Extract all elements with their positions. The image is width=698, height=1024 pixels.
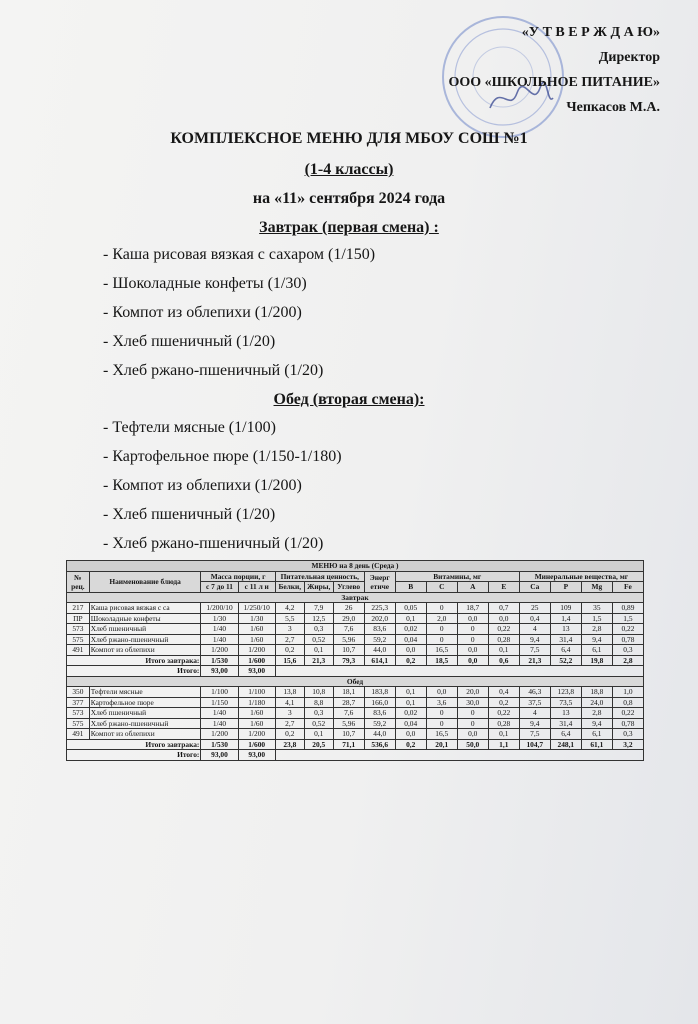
table-cell: 7,6 <box>333 708 364 719</box>
col-mass-header: Масса порции, г <box>201 571 275 582</box>
col-vitamins-header: Витамины, мг <box>395 571 519 582</box>
table-cell: 1/200 <box>201 729 238 740</box>
table-cell: 1/100 <box>201 687 238 698</box>
table-cell: 0,3 <box>612 729 643 740</box>
table-cell: 0,4 <box>488 687 519 698</box>
table-cell: 0,28 <box>488 634 519 645</box>
table-cell: 1/600 <box>238 739 275 750</box>
table-cell: 18,5 <box>426 655 457 666</box>
breakfast-item: - Каша рисовая вязкая с сахаром (1/150) <box>103 246 376 263</box>
table-cell: 50,0 <box>457 739 488 750</box>
table-cell: 1,0 <box>612 687 643 698</box>
empty-cell <box>275 666 643 677</box>
table-cell: 0,1 <box>395 697 426 708</box>
table-cell: 28,7 <box>333 697 364 708</box>
table-cell: 93,00 <box>201 750 238 761</box>
table-cell: 2,0 <box>426 613 457 624</box>
table-cell: 0,0 <box>488 613 519 624</box>
table-cell: Хлеб пшеничный <box>89 624 201 635</box>
col-protein-header: Белки, <box>275 582 304 593</box>
table-cell: 0,1 <box>488 729 519 740</box>
breakfast-heading: Завтрак (первая смена) : <box>259 219 439 236</box>
table-cell: 0 <box>457 624 488 635</box>
date-subtitle: на «11» сентября 2024 года <box>252 190 446 207</box>
table-cell: 1,5 <box>581 613 612 624</box>
table-cell: 0,02 <box>395 708 426 719</box>
table-cell: 26 <box>333 603 364 614</box>
table-cell: 0,2 <box>275 729 304 740</box>
lunch-item: - Хлеб ржано-пшеничный (1/20) <box>103 535 324 552</box>
table-cell: 24,0 <box>581 697 612 708</box>
table-cell: 25 <box>519 603 550 614</box>
menu-table <box>66 560 644 761</box>
table-cell: 18,8 <box>581 687 612 698</box>
table-cell: 4 <box>519 708 550 719</box>
table-row <box>67 613 644 624</box>
table-cell: 10,8 <box>304 687 333 698</box>
table-cell: 5,96 <box>333 634 364 645</box>
table-cell: 1,5 <box>612 613 643 624</box>
breakfast-item: - Шоколадные конфеты (1/30) <box>103 275 307 292</box>
table-cell: 10,7 <box>333 645 364 656</box>
table-row <box>67 634 644 645</box>
table-cell: 61,1 <box>581 739 612 750</box>
table-cell: Тефтели мясные <box>89 687 201 698</box>
table-cell: 46,3 <box>519 687 550 698</box>
table-cell: Компот из облепихи <box>89 645 201 656</box>
table-cell: 1/180 <box>238 697 275 708</box>
table-cell: 1/60 <box>238 718 275 729</box>
table-cell: 0,05 <box>395 603 426 614</box>
table-cell: 23,8 <box>275 739 304 750</box>
table-cell: 5,5 <box>275 613 304 624</box>
table-cell: 7,5 <box>519 729 550 740</box>
breakfast-item: - Хлеб ржано-пшеничный (1/20) <box>103 362 324 379</box>
table-cell: 8,8 <box>304 697 333 708</box>
approval-block <box>449 20 661 120</box>
table-cell: 0,7 <box>488 603 519 614</box>
table-cell: 0,78 <box>612 718 643 729</box>
table-cell: 83,6 <box>364 624 395 635</box>
table-cell: 59,2 <box>364 718 395 729</box>
table-cell: 18,1 <box>333 687 364 698</box>
table-cell: 0,22 <box>612 708 643 719</box>
table-cell: 183,8 <box>364 687 395 698</box>
table-cell: 0 <box>426 718 457 729</box>
table-cell: 30,0 <box>457 697 488 708</box>
approval-name: Чепкасов М.А. <box>566 100 660 115</box>
table-cell: 19,8 <box>581 655 612 666</box>
table-cell: Картофельное пюре <box>89 697 201 708</box>
lunch-item: - Тефтели мясные (1/100) <box>103 419 276 436</box>
table-cell: 4,1 <box>275 697 304 708</box>
table-cell: 614,1 <box>364 655 395 666</box>
table-cell: 7,5 <box>519 645 550 656</box>
table-cell: 2,8 <box>581 624 612 635</box>
table-cell: 0,8 <box>612 697 643 708</box>
table-cell: 2,7 <box>275 718 304 729</box>
table-row <box>67 603 644 614</box>
table-cell: 123,8 <box>550 687 581 698</box>
table-row <box>67 697 644 708</box>
table-cell: 1/100 <box>238 687 275 698</box>
table-cell: 0,0 <box>457 655 488 666</box>
table-cell: 6,1 <box>581 645 612 656</box>
table-cell: 20,1 <box>426 739 457 750</box>
table-cell: 217 <box>67 603 90 614</box>
table-cell: 0,3 <box>304 708 333 719</box>
approval-position: Директор <box>598 50 660 65</box>
table-cell: 52,2 <box>550 655 581 666</box>
table-cell: 13 <box>550 708 581 719</box>
table-cell: 1/40 <box>201 708 238 719</box>
approval-organization: ООО «ШКОЛЬНОЕ ПИТАНИЕ» <box>448 75 660 90</box>
table-cell: 0,2 <box>395 655 426 666</box>
table-cell: 3,6 <box>426 697 457 708</box>
table-cell: 0,02 <box>395 624 426 635</box>
table-cell: 2,8 <box>581 708 612 719</box>
table-cell: 83,6 <box>364 708 395 719</box>
table-cell: 0 <box>457 634 488 645</box>
table-row <box>67 624 644 635</box>
table-cell: 9,4 <box>581 718 612 729</box>
table-cell: Хлеб пшеничный <box>89 708 201 719</box>
table-cell: 1/530 <box>201 739 238 750</box>
table-cell: ПР <box>67 613 90 624</box>
table-row <box>67 729 644 740</box>
table-cell: 0,4 <box>519 613 550 624</box>
col-p-header: P <box>550 582 581 593</box>
table-cell: Компот из облепихи <box>89 729 201 740</box>
table-cell: 2,7 <box>275 634 304 645</box>
col-carb-header: Углево <box>333 582 364 593</box>
table-cell: 0,52 <box>304 718 333 729</box>
col-fe-header: Fe <box>612 582 643 593</box>
table-cell: 3 <box>275 708 304 719</box>
table-cell: 1/30 <box>238 613 275 624</box>
lunch-section-row <box>67 676 644 687</box>
table-row <box>67 687 644 698</box>
table-cell: 225,3 <box>364 603 395 614</box>
breakfast-item: - Компот из облепихи (1/200) <box>103 304 302 321</box>
table-cell: 1/600 <box>238 655 275 666</box>
table-cell: 6,4 <box>550 645 581 656</box>
table-cell: 31,4 <box>550 718 581 729</box>
table-cell: 0,22 <box>612 624 643 635</box>
table-cell: 0,3 <box>612 645 643 656</box>
breakfast-section-row <box>67 592 644 603</box>
table-cell: 0,22 <box>488 708 519 719</box>
table-cell: 2,8 <box>612 655 643 666</box>
col-minerals-header: Минеральные вещества, мг <box>519 571 643 582</box>
table-cell: 1/200 <box>238 729 275 740</box>
table-cell: 35 <box>581 603 612 614</box>
table-cell: 202,0 <box>364 613 395 624</box>
table-cell: 0,2 <box>395 739 426 750</box>
table-cell: 536,6 <box>364 739 395 750</box>
table-cell: 9,4 <box>581 634 612 645</box>
col-rec-header: № рец. <box>67 571 90 592</box>
table-cell: 73,5 <box>550 697 581 708</box>
table-cell: Шоколадные конфеты <box>89 613 201 624</box>
table-cell: 21,3 <box>519 655 550 666</box>
table-cell: 21,3 <box>304 655 333 666</box>
table-cell: 104,7 <box>519 739 550 750</box>
table-cell: 1,1 <box>488 739 519 750</box>
table-cell: 1/200 <box>201 645 238 656</box>
total-row <box>67 739 644 750</box>
table-cell: 575 <box>67 718 90 729</box>
table-cell: 6,1 <box>581 729 612 740</box>
total-label: Итого завтрака: <box>67 655 201 666</box>
table-cell: 44,0 <box>364 729 395 740</box>
table-cell: 37,5 <box>519 697 550 708</box>
lunch-heading: Обед (вторая смена): <box>273 391 425 408</box>
col-mass-a-header: с 7 до 11 <box>201 582 238 593</box>
total-row <box>67 655 644 666</box>
table-cell: 9,4 <box>519 634 550 645</box>
grand-total-label: Итого: <box>67 750 201 761</box>
table-cell: 79,3 <box>333 655 364 666</box>
table-cell: 7,6 <box>333 624 364 635</box>
total-label: Итого завтрака: <box>67 739 201 750</box>
lunch-item: - Компот из облепихи (1/200) <box>103 477 302 494</box>
table-cell: 0,3 <box>304 624 333 635</box>
table-cell: 0,6 <box>488 655 519 666</box>
table-cell: Хлеб ржано-пшеничный <box>89 634 201 645</box>
table-cell: 0 <box>457 708 488 719</box>
table-cell: Хлеб ржано-пшеничный <box>89 718 201 729</box>
table-cell: 0,1 <box>304 729 333 740</box>
table-cell: 93,00 <box>238 750 275 761</box>
table-cell: 13,8 <box>275 687 304 698</box>
table-cell: 1,4 <box>550 613 581 624</box>
page-title: КОМПЛЕКСНОЕ МЕНЮ ДЛЯ МБОУ СОШ №1 <box>170 130 528 147</box>
table-cell: 0 <box>426 624 457 635</box>
col-vit-c-header: C <box>426 582 457 593</box>
table-cell: 16,5 <box>426 645 457 656</box>
table-cell: 9,4 <box>519 718 550 729</box>
table-cell: 1/60 <box>238 708 275 719</box>
table-cell: 0,04 <box>395 718 426 729</box>
table-cell: 491 <box>67 729 90 740</box>
table-cell: 573 <box>67 624 90 635</box>
table-cell: 350 <box>67 687 90 698</box>
table-cell: 15,6 <box>275 655 304 666</box>
table-cell: 1/200 <box>238 645 275 656</box>
table-cell: 0,2 <box>488 697 519 708</box>
col-mass-b-header: с 11 л и <box>238 582 275 593</box>
table-cell: 0 <box>426 708 457 719</box>
table-cell: 4 <box>519 624 550 635</box>
table-cell: 0,1 <box>395 613 426 624</box>
table-cell: 1/40 <box>201 718 238 729</box>
grand-total-label: Итого: <box>67 666 201 677</box>
table-row <box>67 708 644 719</box>
table-cell: 0,0 <box>457 729 488 740</box>
table-cell: 1/150 <box>201 697 238 708</box>
table-cell: 93,00 <box>238 666 275 677</box>
table-cell: 573 <box>67 708 90 719</box>
table-cell: 0,1 <box>488 645 519 656</box>
breakfast-section-row-label: Завтрак <box>67 592 644 603</box>
table-cell: 0,28 <box>488 718 519 729</box>
grand-total-row <box>67 750 644 761</box>
table-cell: 0,0 <box>457 645 488 656</box>
table-cell: 575 <box>67 634 90 645</box>
col-energy-header: Энерг етиче <box>364 571 395 592</box>
table-cell: 0,52 <box>304 634 333 645</box>
col-vit-e-header: E <box>488 582 519 593</box>
table-cell: 29,0 <box>333 613 364 624</box>
table-cell: 3,2 <box>612 739 643 750</box>
table-cell: Каша рисовая вязкая с са <box>89 603 201 614</box>
table-cell: 10,7 <box>333 729 364 740</box>
table-cell: 109 <box>550 603 581 614</box>
table-cell: 18,7 <box>457 603 488 614</box>
table-cell: 1/60 <box>238 624 275 635</box>
table-cell: 0,78 <box>612 634 643 645</box>
table-cell: 0,89 <box>612 603 643 614</box>
classes-subtitle: (1-4 классы) <box>304 161 394 178</box>
table-cell: 0,04 <box>395 634 426 645</box>
table-cell: 0 <box>426 603 457 614</box>
table-cell: 166,0 <box>364 697 395 708</box>
table-cell: 16,5 <box>426 729 457 740</box>
table-cell: 0,1 <box>395 687 426 698</box>
table-cell: 1/200/10 <box>201 603 238 614</box>
table-row <box>67 645 644 656</box>
lunch-item: - Хлеб пшеничный (1/20) <box>103 506 276 523</box>
table-cell: 0,22 <box>488 624 519 635</box>
lunch-item: - Картофельное пюре (1/150-1/180) <box>103 448 342 465</box>
table-cell: 0,0 <box>395 729 426 740</box>
table-cell: 0 <box>426 634 457 645</box>
col-fat-header: Жиры, <box>304 582 333 593</box>
empty-cell <box>275 750 643 761</box>
table-cell: 1/250/10 <box>238 603 275 614</box>
lunch-section-row-label: Обед <box>67 676 644 687</box>
col-name-header: Наименование блюда <box>89 571 201 592</box>
table-row <box>67 718 644 729</box>
table-cell: 20,0 <box>457 687 488 698</box>
table-cell: 20,5 <box>304 739 333 750</box>
col-vit-a-header: A <box>457 582 488 593</box>
table-caption: МЕНЮ на 8 день (Среда ) <box>67 561 644 572</box>
table-cell: 0,0 <box>395 645 426 656</box>
table-cell: 1/40 <box>201 634 238 645</box>
table-cell: 93,00 <box>201 666 238 677</box>
table-cell: 7,9 <box>304 603 333 614</box>
table-cell: 0,1 <box>304 645 333 656</box>
table-cell: 44,0 <box>364 645 395 656</box>
col-vit-b-header: B <box>395 582 426 593</box>
grand-total-row <box>67 666 644 677</box>
col-ca-header: Ca <box>519 582 550 593</box>
table-cell: 59,2 <box>364 634 395 645</box>
table-cell: 1/40 <box>201 624 238 635</box>
table-cell: 0,0 <box>426 687 457 698</box>
breakfast-item: - Хлеб пшеничный (1/20) <box>103 333 276 350</box>
table-cell: 31,4 <box>550 634 581 645</box>
table-cell: 3 <box>275 624 304 635</box>
table-cell: 377 <box>67 697 90 708</box>
table-cell: 248,1 <box>550 739 581 750</box>
table-cell: 6,4 <box>550 729 581 740</box>
table-cell: 1/530 <box>201 655 238 666</box>
table-cell: 0,2 <box>275 645 304 656</box>
table-cell: 0 <box>457 718 488 729</box>
table-cell: 1/60 <box>238 634 275 645</box>
table-cell: 491 <box>67 645 90 656</box>
table-cell: 0,0 <box>457 613 488 624</box>
col-nutrition-header: Питательная ценность, <box>275 571 364 582</box>
table-cell: 4,2 <box>275 603 304 614</box>
table-cell: 5,96 <box>333 718 364 729</box>
col-mg-header: Mg <box>581 582 612 593</box>
table-cell: 12,5 <box>304 613 333 624</box>
approval-title: «У Т В Е Р Ж Д А Ю» <box>521 25 660 40</box>
table-cell: 13 <box>550 624 581 635</box>
table-cell: 71,1 <box>333 739 364 750</box>
table-cell: 1/30 <box>201 613 238 624</box>
